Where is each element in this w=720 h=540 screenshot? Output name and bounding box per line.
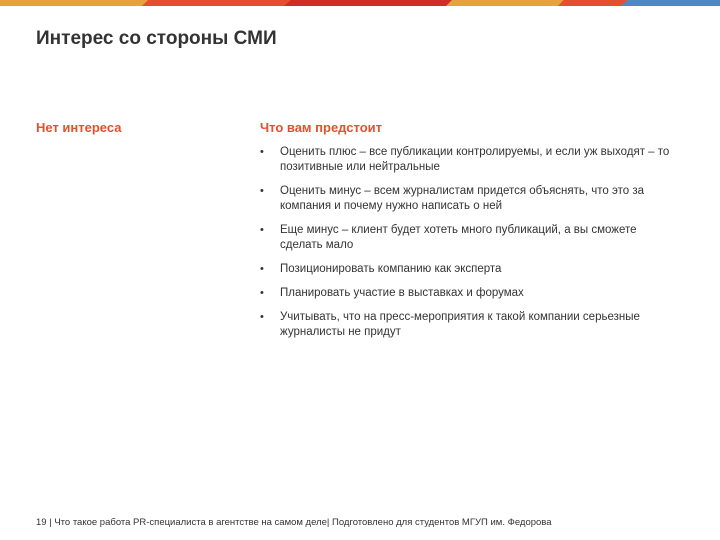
right-column-heading: Что вам предстоит	[260, 120, 382, 135]
stripe-segment	[0, 0, 150, 6]
bullet-icon: •	[260, 185, 264, 197]
right-column	[260, 120, 680, 349]
stripe-segment	[284, 0, 454, 6]
stripe-segment	[620, 0, 720, 6]
list-item	[260, 184, 680, 214]
bullet-icon: •	[260, 311, 264, 323]
list-item-text: Еще минус – клиент будет хотеть много публикаций, а вы сможете сделать мало	[280, 224, 637, 251]
list-item	[260, 286, 680, 301]
list-item-text: Позиционировать компанию как эксперта	[280, 263, 502, 275]
footer-text: 19 | Что такое работа PR-специалиста в агентстве на самом деле| Подготовлено для студентов МГУП им. Федорова	[36, 517, 552, 528]
bullet-icon: •	[260, 224, 264, 236]
list-item-text: Оценить минус – всем журналистам придется объяснять, что это за компания и почему нужно написать о ней	[280, 185, 645, 212]
list-item	[260, 223, 680, 253]
list-item	[260, 145, 680, 175]
list-item-text: Планировать участие в выставках и форумах	[280, 287, 524, 299]
page-title: Интерес со стороны СМИ	[36, 28, 277, 49]
list-item	[260, 262, 680, 277]
bullet-icon: •	[260, 263, 264, 275]
left-column-heading: Нет интереса	[36, 120, 122, 135]
stripe-segment	[142, 0, 292, 6]
top-color-stripe	[0, 0, 720, 6]
bullet-icon: •	[260, 146, 264, 158]
list-item	[260, 310, 680, 340]
list-item-text: Оценить плюс – все публикации контролируемы, и если уж выходят – то позитивные или нейтральные	[280, 146, 670, 173]
stripe-segment	[558, 0, 628, 6]
bullet-list	[260, 145, 680, 340]
list-item-text: Учитывать, что на пресс-мероприятия к такой компании серьезные журналисты не придут	[280, 311, 640, 338]
stripe-segment	[446, 0, 566, 6]
bullet-icon: •	[260, 287, 264, 299]
